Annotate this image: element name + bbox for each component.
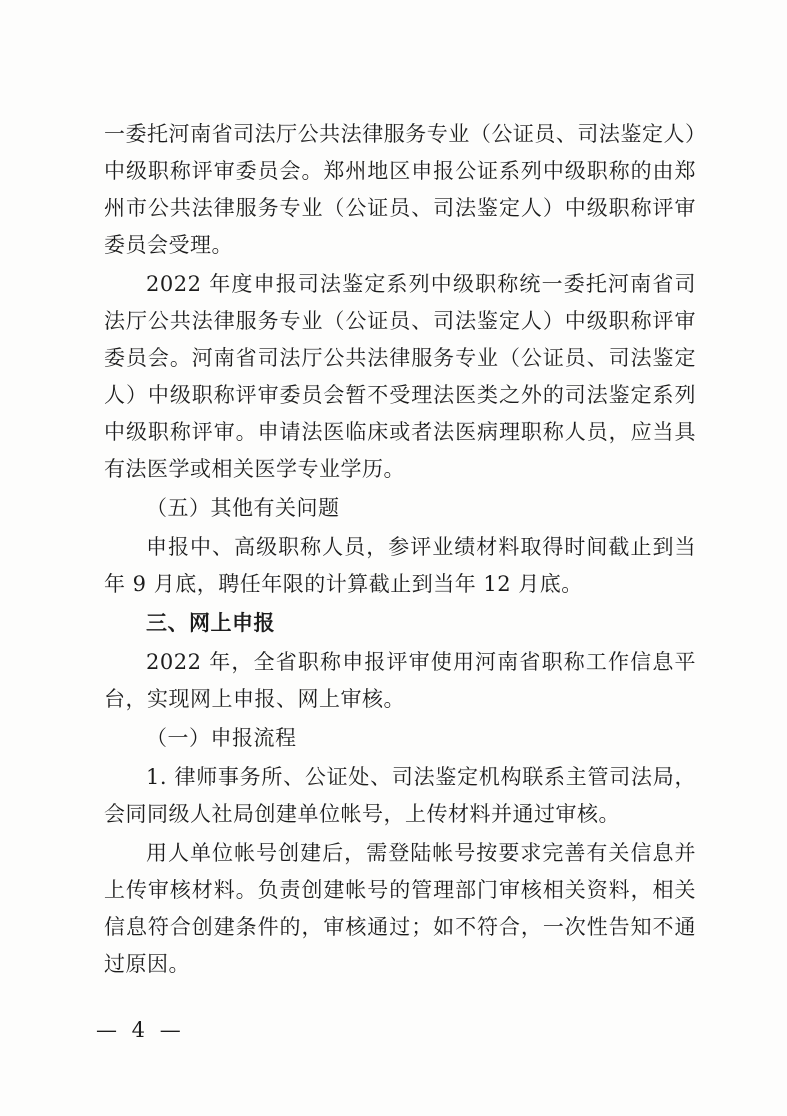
paragraph-6: 用人单位帐号创建后，需登陆帐号按要求完善有关信息并上传审核材料。负责创建帐号的管理部门审核相关资料，相关信息符合创建条件的，审核通过；如不符合，一次性告知不通过原因。 [104, 841, 696, 976]
page-number: — 4 — [96, 1018, 185, 1042]
subheading-other-issues: （五）其他有关问题 [146, 496, 340, 520]
paragraph-2: 2022 年度申报司法鉴定系列中级职称统一委托河南省司法厅公共法律服务专业（公证员、司法鉴定人）中级职称评审委员会。河南省司法厅公共法律服务专业（公证员、司法鉴定人）中级职称评审委员会暂不受理法医类之外的司法鉴定系列中级职称评审。申请法医临床或者法医病理职称人员，应当具有法医学或相关医学专业学历。 [104, 272, 696, 481]
subheading-application-process: （一）申报流程 [146, 726, 297, 750]
paragraph-5: 1. 律师事务所、公证处、司法鉴定机构联系主管司法局，会同同级人社局创建单位帐号，上传材料并通过审核。 [104, 765, 696, 826]
paragraph-3: 申报中、高级职称人员，参评业绩材料取得时间截止到当年 9 月底，聘任年限的计算截止到当年 12 月底。 [104, 535, 696, 596]
paragraph-4: 2022 年，全省职称申报评审使用河南省职称工作信息平台，实现网上申报、网上审核。 [104, 650, 696, 711]
heading-online-application: 三、网上申报 [146, 611, 275, 635]
paragraph-1: 一委托河南省司法厅公共法律服务专业（公证员、司法鉴定人）中级职称评审委员会。郑州地区申报公证系列中级职称的由郑州市公共法律服务专业（公证员、司法鉴定人）中级职称评审委员会受理。 [104, 122, 696, 257]
document-body [104, 116, 696, 985]
